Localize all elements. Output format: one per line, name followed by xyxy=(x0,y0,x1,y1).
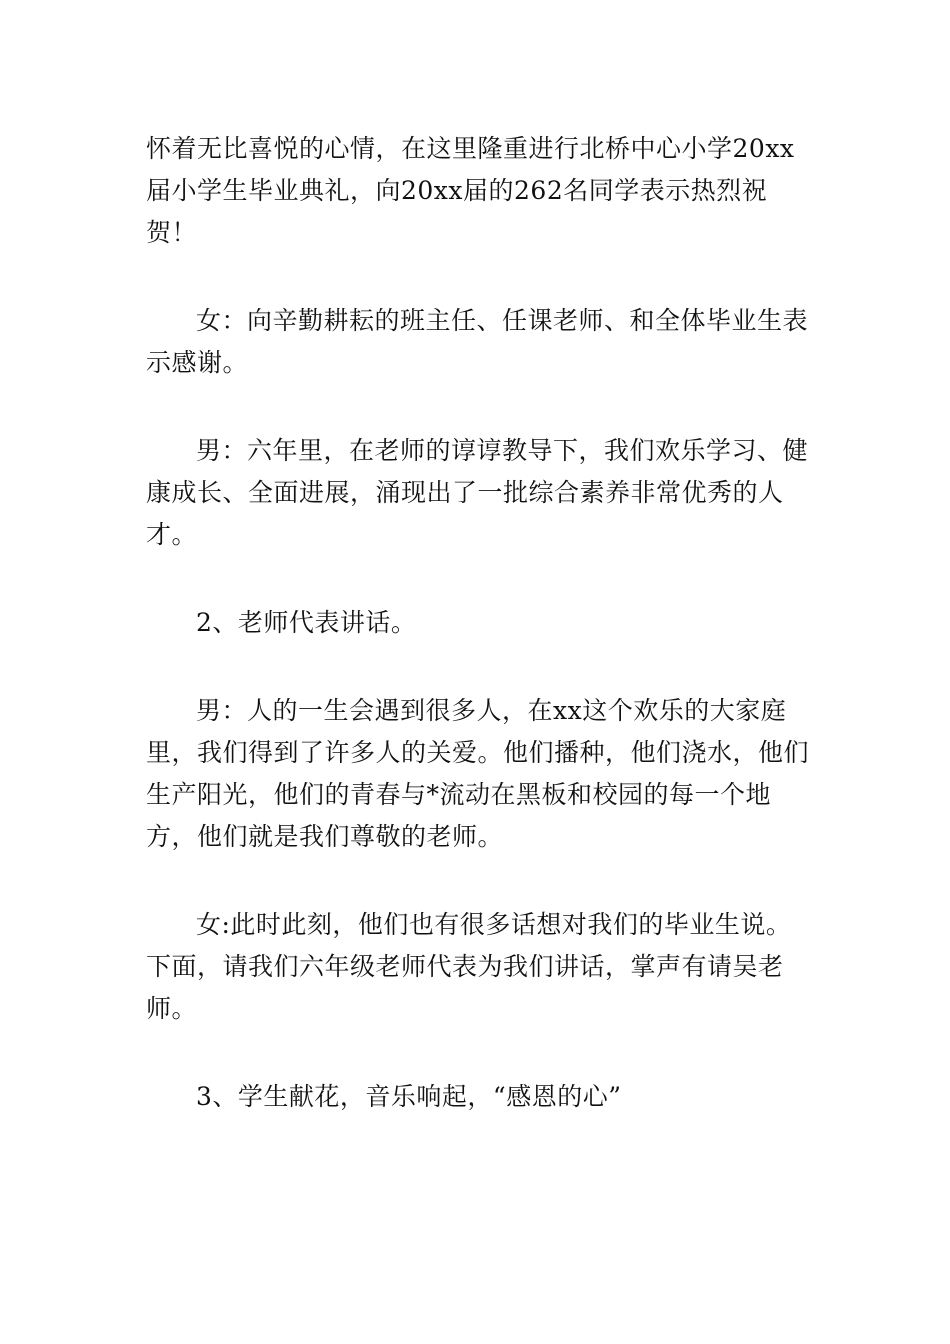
paragraph-female-invite: 女:此时此刻，他们也有很多话想对我们的毕业生说。下面，请我们六年级老师代表为我们讲话，掌声有请吴老师。 xyxy=(146,910,792,1023)
paragraph-female-thanks: 女：向辛勤耕耘的班主任、任课老师、和全体毕业生表示感谢。 xyxy=(146,306,809,377)
document-body xyxy=(146,128,816,1164)
paragraph-male-teachers: 男：人的一生会遇到很多人，在xx这个欢乐的大家庭里，我们得到了许多人的关爱。他们播种，他们浇水，他们生产阳光，他们的青春与*流动在黑板和校园的每一个地方，他们就是我们尊敬的老师。 xyxy=(146,696,810,851)
paragraph-intro: 怀着无比喜悦的心情，在这里隆重进行北桥中心小学20xx届小学生毕业典礼，向20xx届的262名同学表示热烈祝贺！ xyxy=(146,134,795,247)
paragraph-male-six-years: 男：六年里，在老师的谆谆教导下，我们欢乐学习、健康成长、全面进展，涌现出了一批综合素养非常优秀的人才。 xyxy=(146,436,809,549)
section-teacher-speech: 2、老师代表讲话。 xyxy=(196,608,417,637)
section-flowers: 3、学生献花，音乐响起，“感恩的心” xyxy=(196,1082,622,1111)
